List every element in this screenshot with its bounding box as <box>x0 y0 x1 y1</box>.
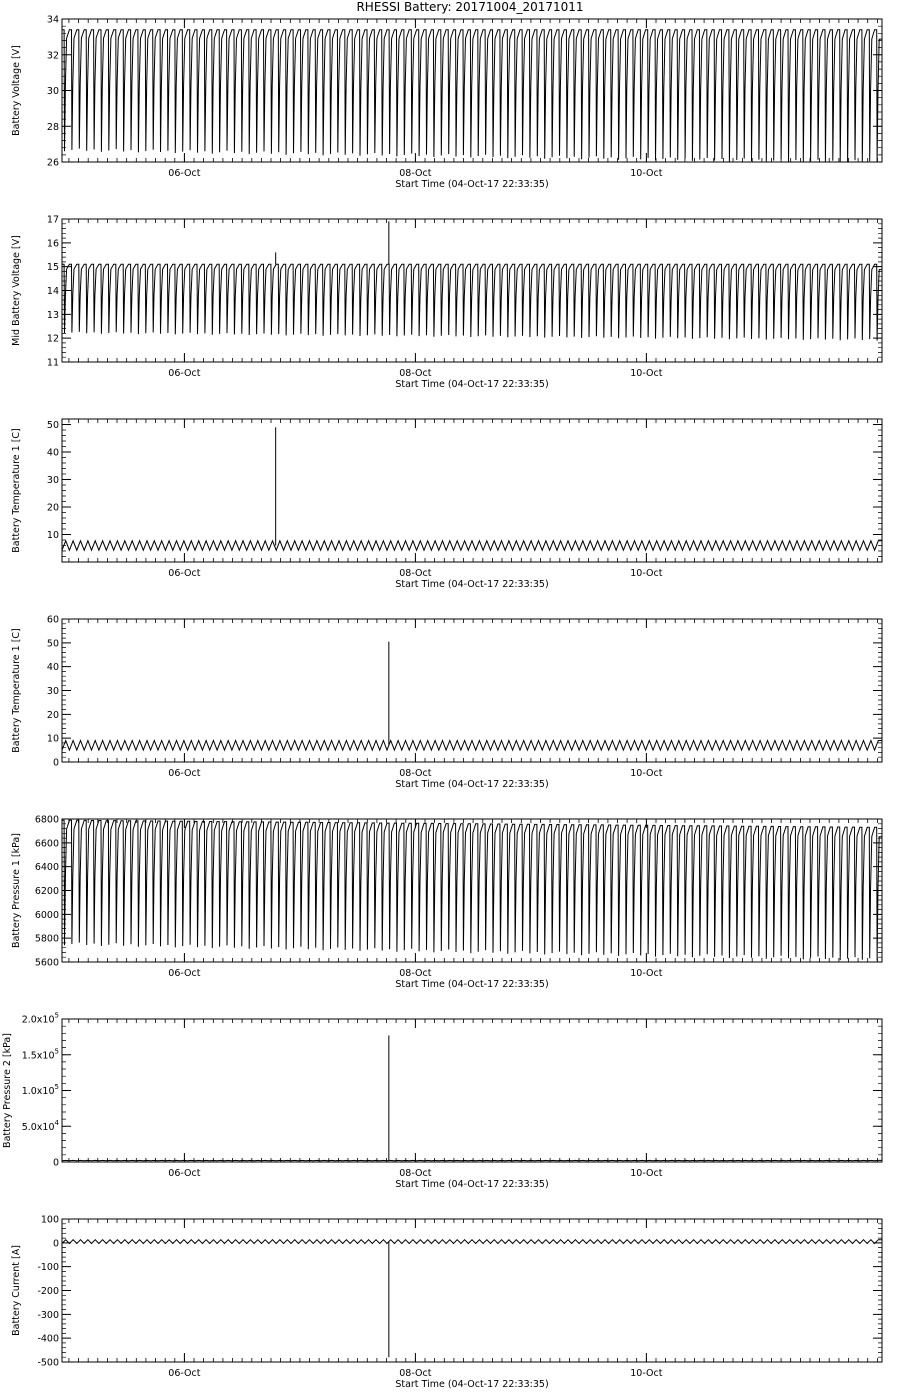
y-axis-title: Battery Pressure 1 [kPa] <box>11 833 22 948</box>
x-tick-label: 10-Oct <box>630 168 663 179</box>
plot-frame <box>62 1019 882 1162</box>
panel-battery-temperature-1-second <box>11 615 882 791</box>
y-tick-label: -400 <box>37 1333 59 1345</box>
y-tick-label: 34 <box>46 14 59 26</box>
x-tick-label: 08-Oct <box>399 568 432 579</box>
y-tick-label: -100 <box>37 1262 59 1274</box>
y-tick-label: 20 <box>46 502 59 514</box>
x-tick-label: 08-Oct <box>399 368 432 379</box>
y-tick-label: 30 <box>46 686 59 697</box>
y-tick-label: 6600 <box>34 838 59 850</box>
y-tick-label: 30 <box>46 475 59 486</box>
y-tick-label: 32 <box>46 50 59 62</box>
y-axis-title: Battery Voltage [V] <box>11 45 22 136</box>
x-tick-label: 08-Oct <box>399 168 432 179</box>
x-tick-label: 10-Oct <box>630 568 663 579</box>
y-tick-label: 26 <box>46 157 59 169</box>
y-tick-label: 6200 <box>34 886 59 897</box>
x-minor-ticks <box>69 1019 878 1162</box>
y-tick-label: 16 <box>46 238 59 250</box>
y-tick-label: 30 <box>46 86 59 97</box>
panel-battery-current <box>11 1215 882 1391</box>
panel-battery-pressure-2 <box>2 1012 882 1191</box>
x-axis-title: Start Time (04-Oct-17 22:33:35) <box>395 779 549 790</box>
x-tick-label: 10-Oct <box>630 768 663 779</box>
x-axis-title: Start Time (04-Oct-17 22:33:35) <box>395 179 549 190</box>
y-tick-label: 10 <box>46 733 59 745</box>
y-tick-label: 6800 <box>34 814 59 826</box>
y-tick-label: 14 <box>46 286 59 297</box>
series-line <box>62 1240 882 1244</box>
x-minor-ticks <box>69 419 878 562</box>
y-tick-label: 5800 <box>34 933 59 945</box>
y-tick-label: 12 <box>46 333 59 345</box>
panel-mid-battery-voltage <box>11 215 882 391</box>
y-tick-label: 40 <box>46 662 59 674</box>
figure-title: RHESSI Battery: 20171004_20171011 <box>356 0 584 14</box>
y-tick-label: 28 <box>46 121 59 133</box>
x-tick-label: 10-Oct <box>630 1368 663 1379</box>
y-axis-title: Battery Current [A] <box>11 1245 22 1336</box>
x-axis-title: Start Time (04-Oct-17 22:33:35) <box>395 579 549 590</box>
y-tick-label: -200 <box>37 1286 59 1297</box>
x-axis-title: Start Time (04-Oct-17 22:33:35) <box>395 979 549 990</box>
y-tick-label: 100 <box>40 1214 59 1226</box>
x-axis-title: Start Time (04-Oct-17 22:33:35) <box>395 379 549 390</box>
y-axis-title: Mid Battery Voltage [V] <box>11 235 22 346</box>
x-minor-ticks <box>69 619 878 762</box>
y-tick-label: 0 <box>52 1238 59 1250</box>
y-tick-label: 40 <box>46 447 59 459</box>
x-tick-label: 08-Oct <box>399 1368 432 1379</box>
y-minor-ticks <box>62 1019 882 1162</box>
x-tick-label: 10-Oct <box>630 368 663 379</box>
x-tick-label: 06-Oct <box>168 1168 201 1179</box>
x-axis-title: Start Time (04-Oct-17 22:33:35) <box>395 1179 549 1190</box>
x-tick-label: 10-Oct <box>630 1168 663 1179</box>
panel-battery-temperature-1 <box>11 419 882 590</box>
series-line <box>62 741 882 751</box>
panel-battery-pressure-1 <box>11 815 882 991</box>
y-tick-label: 50 <box>46 420 59 431</box>
y-tick-label: 60 <box>46 614 59 626</box>
x-tick-label: 08-Oct <box>399 968 432 979</box>
x-tick-label: 06-Oct <box>168 168 201 179</box>
y-tick-label: $5.0x10^4$ <box>21 1118 59 1133</box>
x-tick-label: 08-Oct <box>399 1168 432 1179</box>
y-axis-title: Battery Pressure 2 [kPa] <box>2 1033 13 1148</box>
y-axis-title: Battery Temperature 1 [C] <box>11 628 22 753</box>
y-tick-label: 6000 <box>34 909 59 921</box>
x-tick-label: 10-Oct <box>630 968 663 979</box>
x-tick-label: 06-Oct <box>168 568 201 579</box>
y-tick-label: $1.5x10^5$ <box>21 1047 59 1062</box>
x-tick-label: 06-Oct <box>168 1368 201 1379</box>
y-tick-label: 15 <box>46 262 59 274</box>
y-tick-label: -500 <box>37 1357 59 1369</box>
series-line <box>62 541 882 550</box>
y-tick-label: 10 <box>46 530 59 541</box>
x-tick-label: 06-Oct <box>168 768 201 779</box>
y-tick-label: 0 <box>52 757 59 769</box>
y-axis-title: Battery Temperature 1 [C] <box>11 428 22 553</box>
y-tick-label: -300 <box>37 1309 59 1321</box>
y-tick-label: 17 <box>46 214 59 226</box>
panel-battery-voltage <box>11 15 882 191</box>
series-line <box>62 264 882 340</box>
x-tick-label: 06-Oct <box>168 368 201 379</box>
y-tick-label: 13 <box>46 309 59 321</box>
y-tick-label: $1.0x10^5$ <box>21 1083 59 1097</box>
x-tick-label: 06-Oct <box>168 968 201 979</box>
y-tick-label: 20 <box>46 709 59 721</box>
y-tick-label: 0 <box>52 1157 59 1169</box>
x-tick-label: 08-Oct <box>399 768 432 779</box>
y-tick-label: 11 <box>46 357 59 369</box>
series-line <box>62 30 882 162</box>
series-line <box>62 820 882 961</box>
y-tick-label: 5600 <box>34 957 59 969</box>
y-tick-label: 50 <box>46 638 59 650</box>
y-tick-label: $2.0x10^5$ <box>21 1011 59 1026</box>
y-tick-label: 6400 <box>34 862 59 874</box>
x-axis-title: Start Time (04-Oct-17 22:33:35) <box>395 1379 549 1390</box>
